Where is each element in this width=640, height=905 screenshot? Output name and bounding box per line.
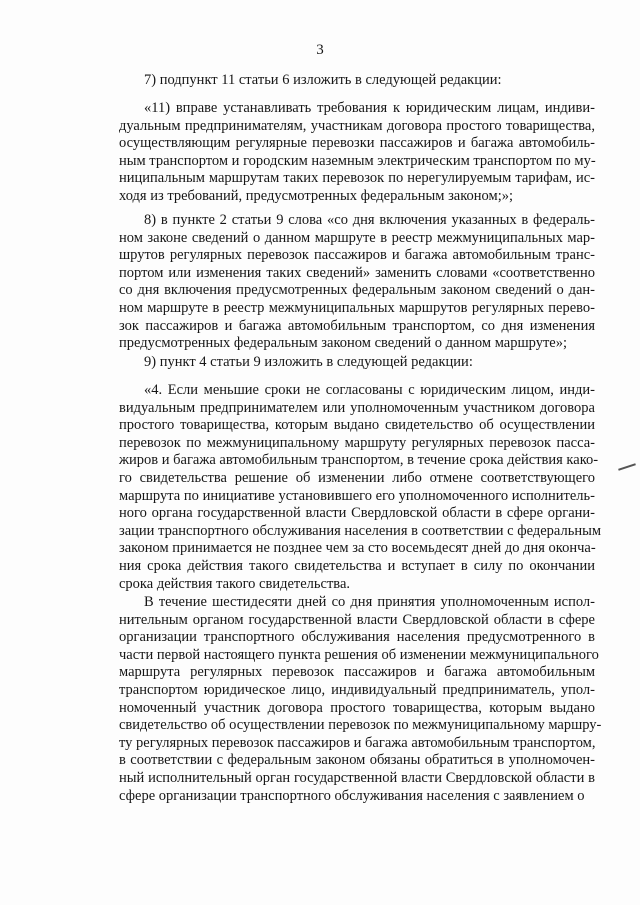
text-line: срока действия такого свидетельства. — [119, 575, 351, 592]
page-number: 3 — [316, 42, 324, 58]
text-line: нительным органом государственной власти Свердловской области в сфере — [119, 611, 595, 628]
text-line: видуальным предпринимателем или уполномоченным участником договора — [119, 399, 595, 416]
text-line: маршрута по инициативе установившего его уполномоченного исполнитель- — [119, 487, 595, 504]
text-line: свидетельство об осуществлении перевозок по межмуниципальному маршру- — [119, 717, 602, 734]
text-line: го свидетельства решение об изменении либо отмене соответствующего — [119, 470, 595, 486]
text-line: перевозок по межмуниципальному маршруту регулярных перевозок пасса- — [119, 434, 595, 451]
text-line: жиров и багажа автомобильным транспортом, в течение срока действия како- — [119, 452, 599, 469]
text-line: ном маршруте в реестр межмуниципальных маршрутов регулярных перево- — [119, 300, 595, 316]
text-line: осуществляющим регулярные перевозки пассажиров и багажа автомобиль- — [119, 135, 595, 152]
text-line: ным транспортом и городским наземным электрическим транспортом по му- — [119, 152, 596, 169]
text-line: со дня включения предусмотренных федеральным законом сведений о дан- — [119, 282, 595, 299]
text-line: ном законе сведений о данном маршруте в реестр межмуниципальных мар- — [119, 229, 595, 246]
text-line: шрутов регулярных перевозок пассажиров и багажа автомобильным транс- — [119, 247, 595, 264]
text-line: ниципальным маршрутам таких перевозок по нерегулируемым тарифам, ис- — [119, 170, 595, 187]
text-line: В течение шестидесяти дней со дня принятия уполномоченным испол- — [144, 594, 595, 610]
text-line: «11) вправе устанавливать требования к юридическим лицам, индиви- — [144, 100, 595, 116]
text-line: ный исполнительный орган государственной власти Свердловской области в — [119, 770, 595, 786]
text-line: ту регулярных перевозок пассажиров и багажа автомобильным транспортом, — [119, 734, 596, 751]
text-line: ходя из требований, предусмотренных федеральным законом;»; — [119, 188, 514, 204]
text-line: «4. Если меньшие сроки не согласованы с юридическим лицом, инди- — [144, 382, 595, 398]
text-line: портом или изменения таких сведений» заменить словами «соответственно — [119, 264, 595, 281]
text-line: дуальным предпринимателям, участникам договора простого товарищества, — [119, 117, 595, 134]
text-line: зок пассажиров и багажа автомобильным транспортом, со дня изменения — [119, 317, 595, 334]
text-line: 9) пункт 4 статьи 9 изложить в следующей редакции: — [144, 354, 473, 370]
text-line: транспортом юридическое лицо, индивидуальный предприниматель, упол- — [119, 682, 595, 698]
scan-artifact-mark — [618, 463, 636, 470]
text-line: 8) в пункте 2 статьи 9 слова «со дня включения указанных в федераль- — [144, 212, 595, 228]
text-line: сфере организации транспортного обслуживания населения с заявлением о — [119, 787, 585, 804]
text-line: предусмотренных федеральным законом сведений о данном маршруте»; — [119, 335, 567, 352]
text-line: номоченный участник договора простого товарищества, которым выдано — [119, 699, 595, 716]
text-line: организации транспортного обслуживания населения предусмотренного в — [119, 629, 595, 646]
text-line: зации транспортного обслуживания населения в соответствии с федеральным — [119, 522, 601, 539]
text-line: законом принимается не позднее чем за сто восемьдесят дней до дня оконча- — [119, 540, 596, 557]
text-line: 7) подпункт 11 статьи 6 изложить в следующей редакции: — [144, 72, 502, 88]
text-line: ния срока действия такого свидетельства и вступает в силу по окончании — [119, 558, 595, 574]
text-line: маршрута регулярных перевозок пассажиров и багажа автомобильным — [119, 664, 595, 681]
text-line: в соответствии с федеральным законом обязаны обратиться в уполномочен- — [119, 752, 595, 769]
text-line: части первой настоящего пункта решения об изменении межмуниципального — [119, 646, 599, 663]
text-line: простого товарищества, которым выдано свидетельство об осуществлении — [119, 417, 595, 434]
text-line: ного органа государственной власти Свердловской области в сфере органи- — [119, 505, 595, 522]
